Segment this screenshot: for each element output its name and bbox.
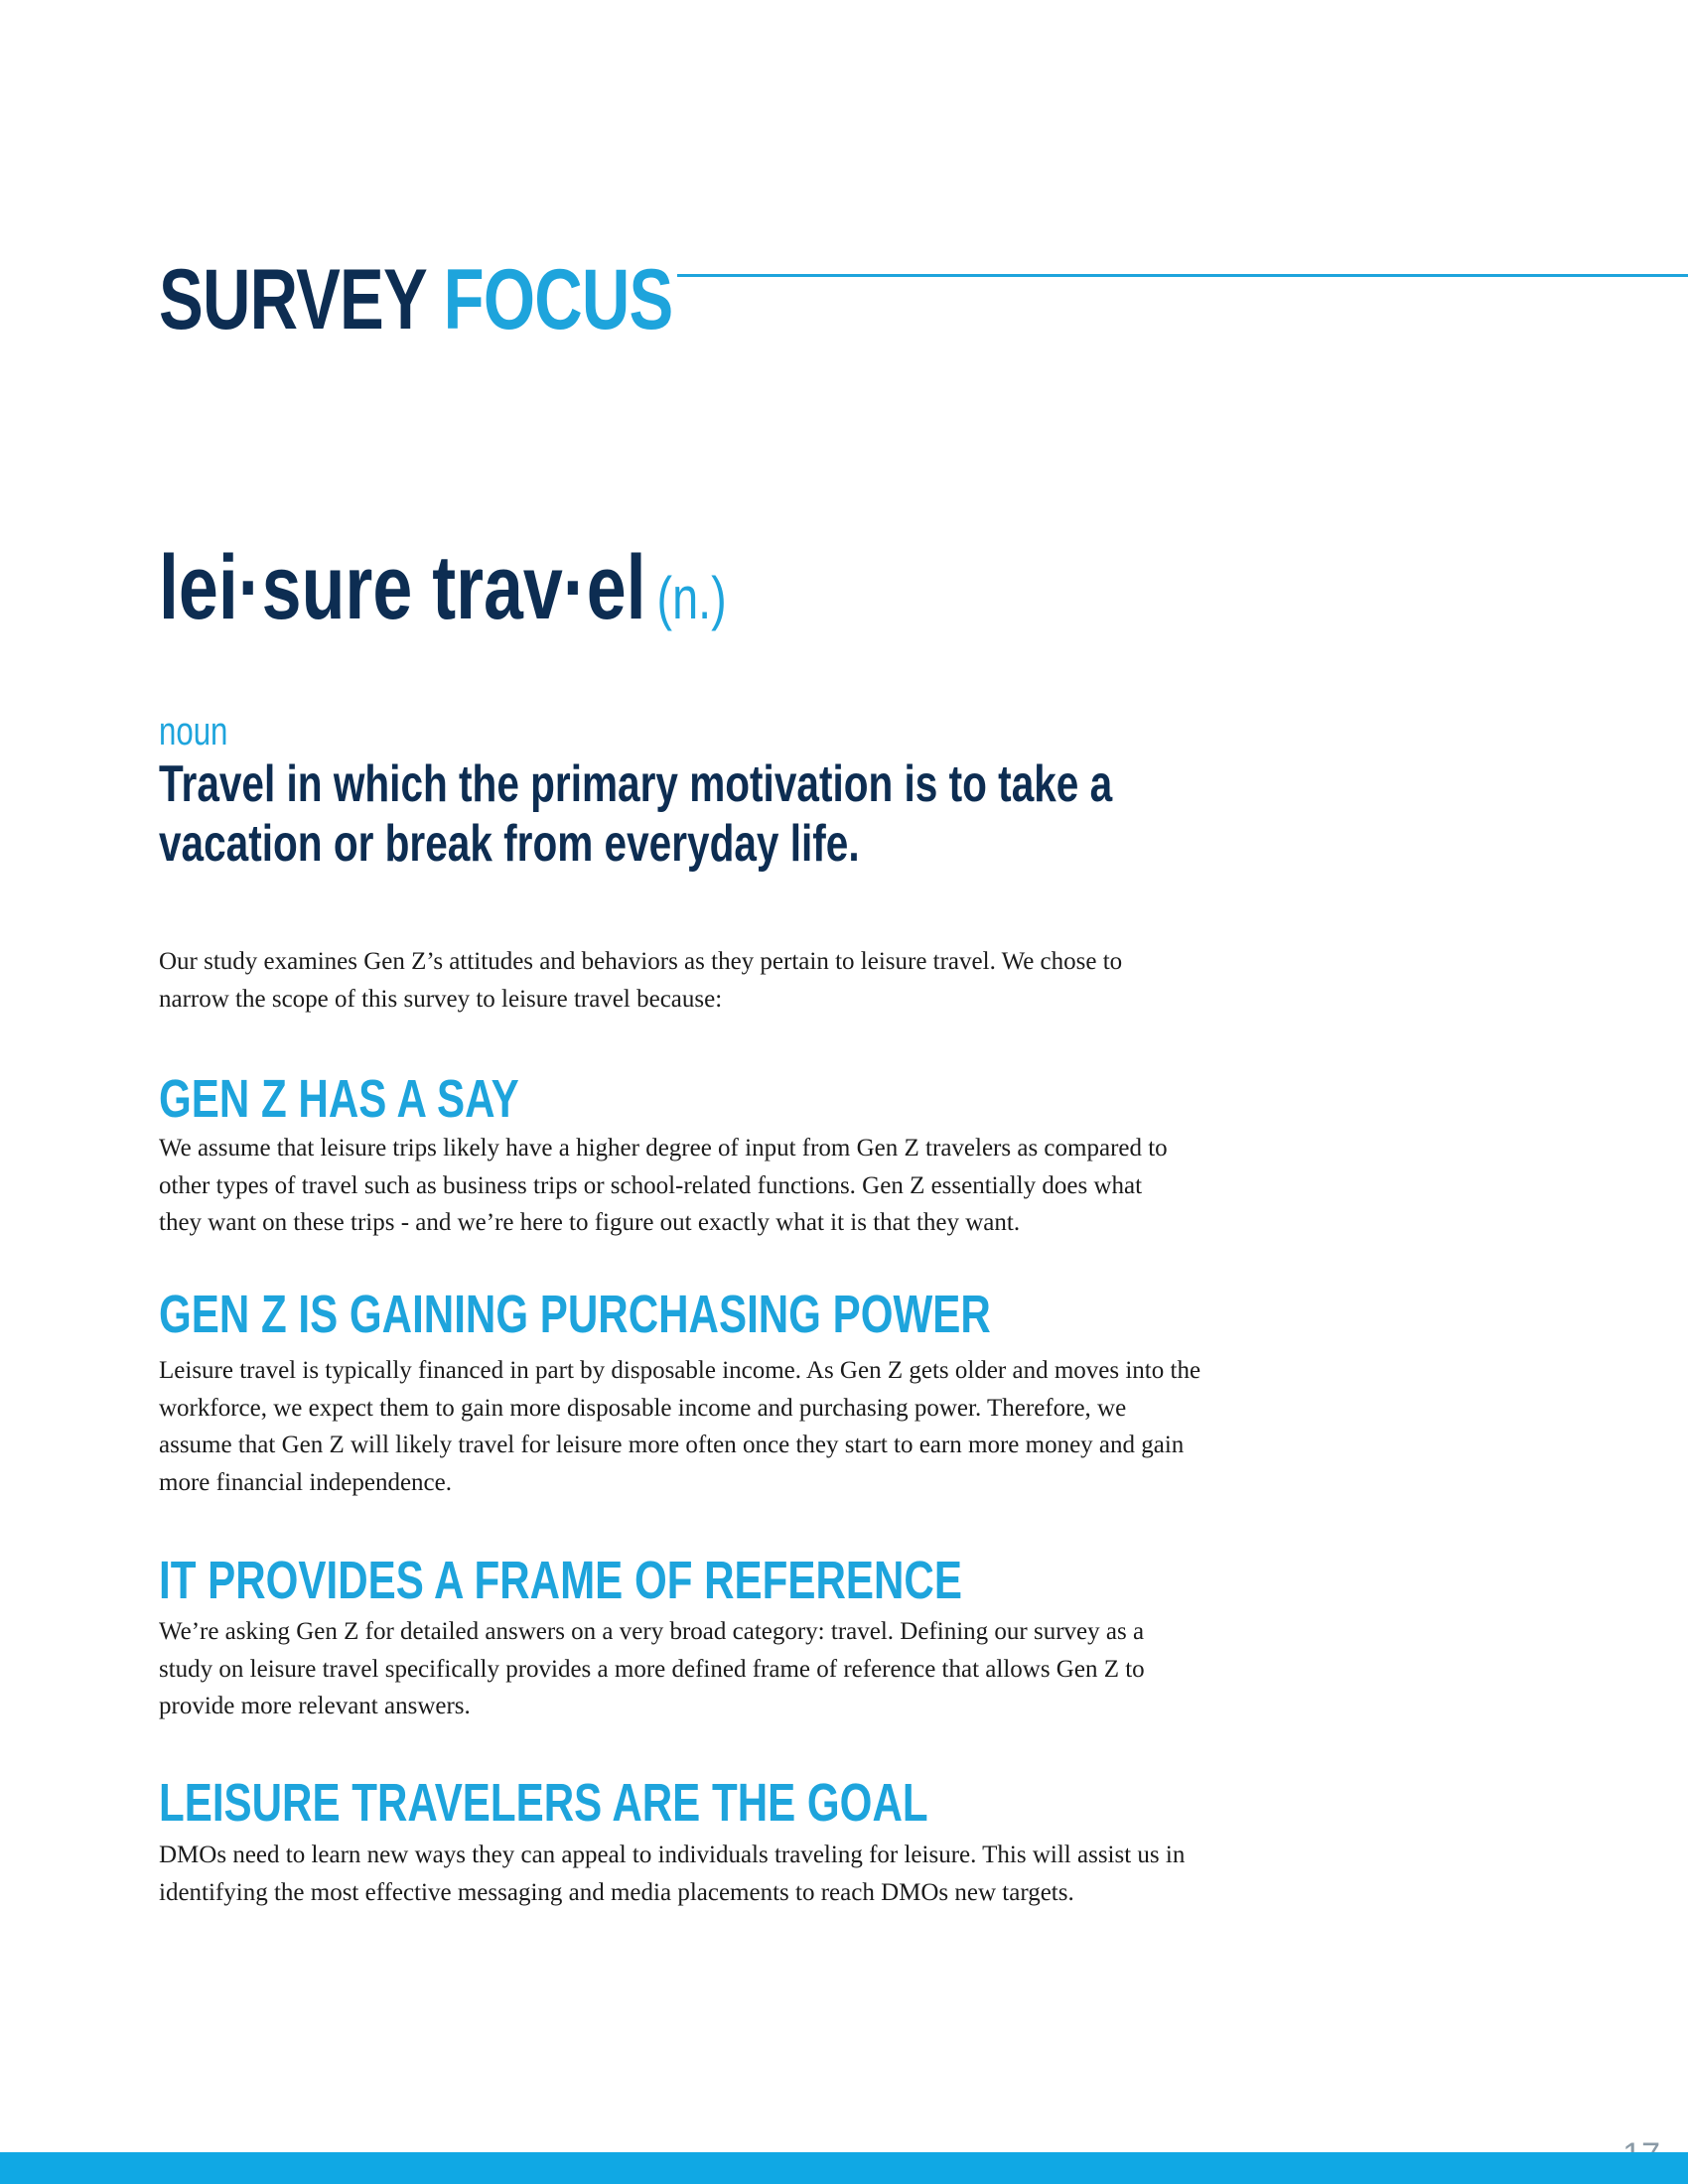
text-line: other types of travel such as business trips or school-related functions. Gen Z essentially does what <box>159 1171 1143 1199</box>
text-line: assume that Gen Z will likely travel for leisure more often once they start to earn more money and gain <box>159 1432 1185 1458</box>
section-body-purchasing-power <box>159 1352 1390 1501</box>
section-title-leisure-travelers-goal: LEISURE TRAVELERS ARE THE GOAL <box>159 1773 928 1833</box>
page-title <box>159 250 673 349</box>
term-part-of-speech: (n.) <box>656 565 727 631</box>
section-title-purchasing-power: GEN Z IS GAINING PURCHASING POWER <box>159 1285 991 1344</box>
text-line: Leisure travel is typically financed in part by disposable income. As Gen Z gets older and moves into the <box>159 1357 1201 1384</box>
definition-term <box>159 538 727 648</box>
title-rule <box>677 274 1688 277</box>
text-line: more financial independence. <box>159 1468 452 1496</box>
section-body-leisure-travelers-goal <box>159 1837 1390 1911</box>
text-line: they want on these trips - and we’re here to figure out exactly what it is that they want. <box>159 1209 1021 1236</box>
text-line: narrow the scope of this survey to leisure travel because: <box>159 985 723 1013</box>
term-text: lei·sure trav·el <box>159 537 646 638</box>
definition-text <box>159 754 1113 874</box>
definition-line: Travel in which the primary motivation is to take a <box>159 755 1113 813</box>
text-line: study on leisure travel specifically provides a more defined frame of reference that allows Gen Z to <box>159 1655 1145 1683</box>
text-line: DMOs need to learn new ways they can appeal to individuals traveling for leisure. This will assist us in <box>159 1842 1186 1868</box>
text-line: workforce, we expect them to gain more disposable income and purchasing power. Therefore, we <box>159 1394 1127 1422</box>
section-body-gen-z-has-a-say <box>159 1130 1390 1242</box>
section-body-frame-of-reference <box>159 1613 1390 1725</box>
text-line: We’re asking Gen Z for detailed answers on a very broad category: travel. Defining our survey as a <box>159 1618 1145 1645</box>
text-line: We assume that leisure trips likely have a higher degree of input from Gen Z travelers as compared to <box>159 1135 1168 1161</box>
page-title-part1: SURVEY <box>159 252 426 347</box>
text-line: Our study examines Gen Z’s attitudes and behaviors as they pertain to leisure travel. We chose to <box>159 948 1123 975</box>
part-of-speech-label: noun <box>159 710 228 753</box>
section-title-gen-z-has-a-say: GEN Z HAS A SAY <box>159 1069 519 1129</box>
text-line: identifying the most effective messaging and media placements to reach DMOs new targets. <box>159 1878 1074 1906</box>
text-line: provide more relevant answers. <box>159 1693 471 1719</box>
section-title-frame-of-reference: IT PROVIDES A FRAME OF REFERENCE <box>159 1551 962 1610</box>
bottom-color-bar <box>0 2152 1688 2184</box>
intro-paragraph <box>159 943 1390 1018</box>
definition-line: vacation or break from everyday life. <box>159 815 860 873</box>
page-title-part2: FOCUS <box>443 252 673 347</box>
